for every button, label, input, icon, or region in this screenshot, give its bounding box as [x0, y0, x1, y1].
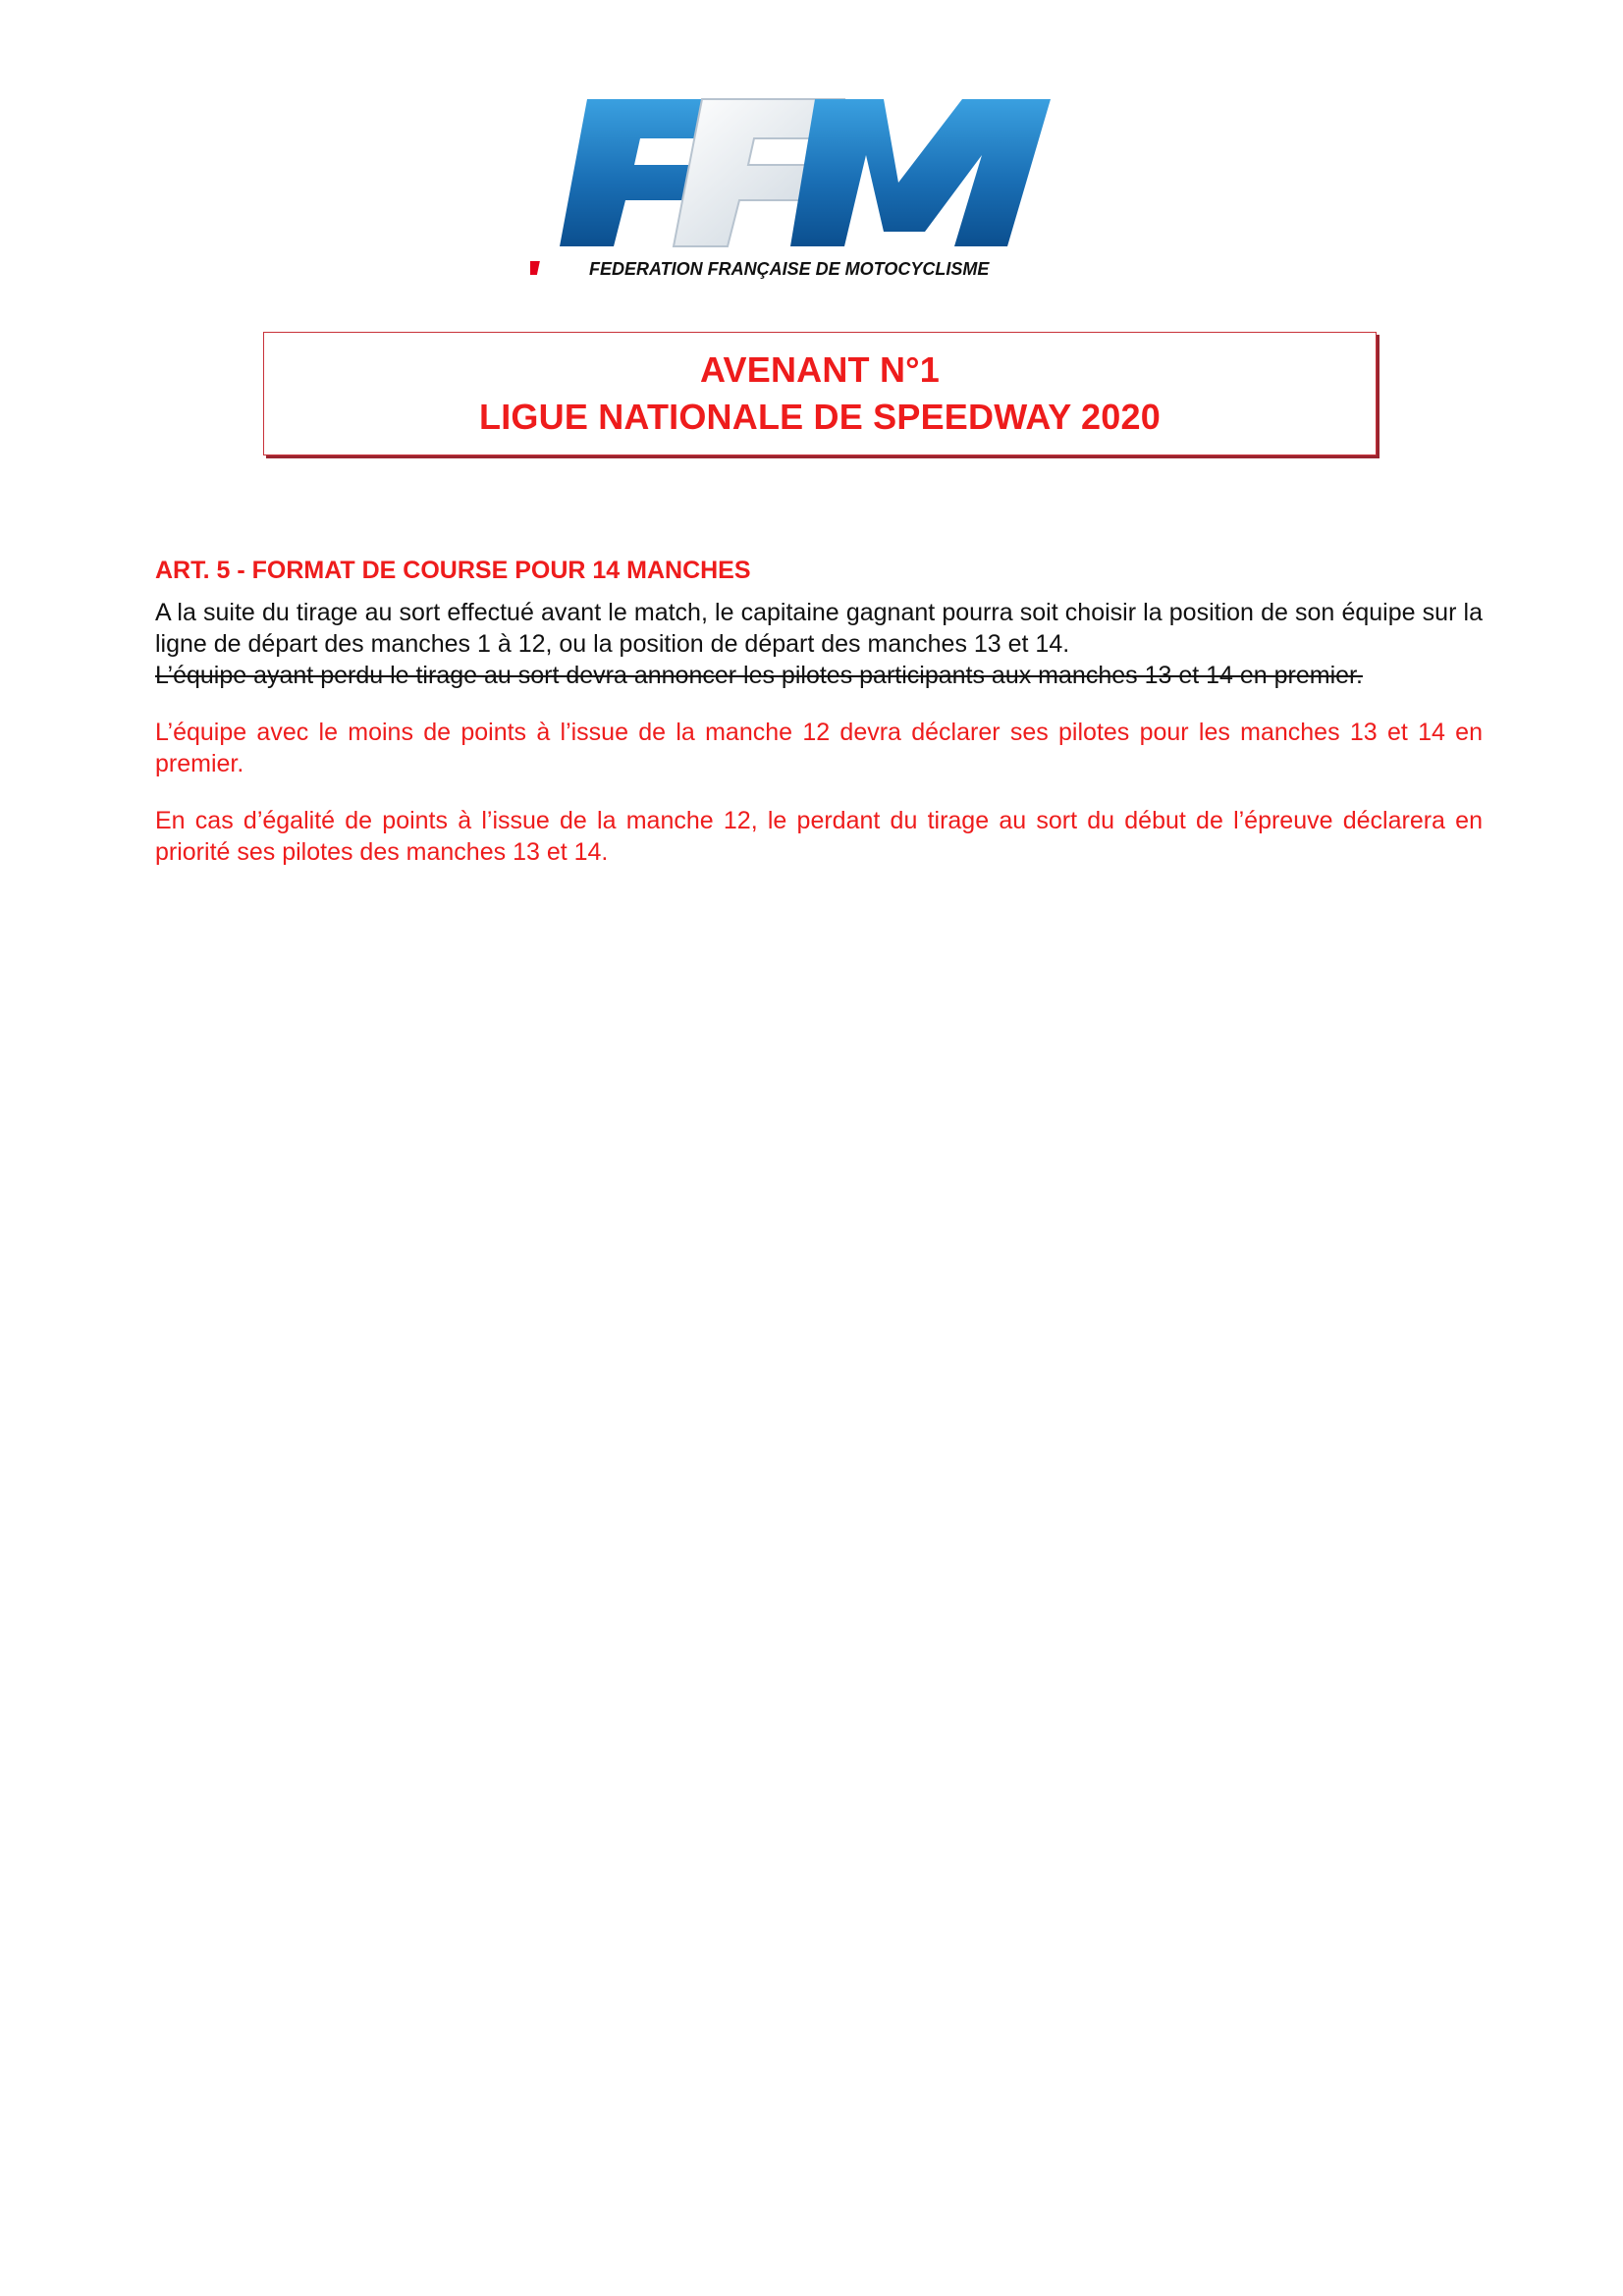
- article-content: [155, 556, 1483, 868]
- paragraph-1: [155, 597, 1483, 691]
- title-box: [263, 332, 1377, 455]
- paragraph-2: L’équipe avec le moins de points à l’issue de la manche 12 devra déclarer ses pilotes pour les manches 13 et 14 en premier.: [155, 719, 1483, 777]
- article-heading: ART. 5 - FORMAT DE COURSE POUR 14 MANCHES: [155, 557, 751, 584]
- struck-text: L’équipe ayant perdu le tirage au sort devra annoncer les pilotes participants aux manches 13 et 14 en premier.: [155, 662, 1363, 689]
- paragraph-3: En cas d’égalité de points à l’issue de la manche 12, le perdant du tirage au sort du début de l’épreuve déclarera en priorité ses pilotes des manches 13 et 14.: [155, 807, 1483, 866]
- title-line-1: AVENANT N°1: [700, 349, 940, 390]
- paragraph-1-text: A la suite du tirage au sort effectué avant le match, le capitaine gagnant pourra soit choisir la position de son équipe sur la ligne de départ des manches 1 à 12, ou la position de départ des manches 13 et 14.: [155, 599, 1483, 658]
- logo-tagline: FEDERATION FRANÇAISE DE MOTOCYCLISME: [589, 259, 990, 279]
- ffm-logo: [530, 94, 1100, 291]
- title-line-2: LIGUE NATIONALE DE SPEEDWAY 2020: [479, 397, 1161, 437]
